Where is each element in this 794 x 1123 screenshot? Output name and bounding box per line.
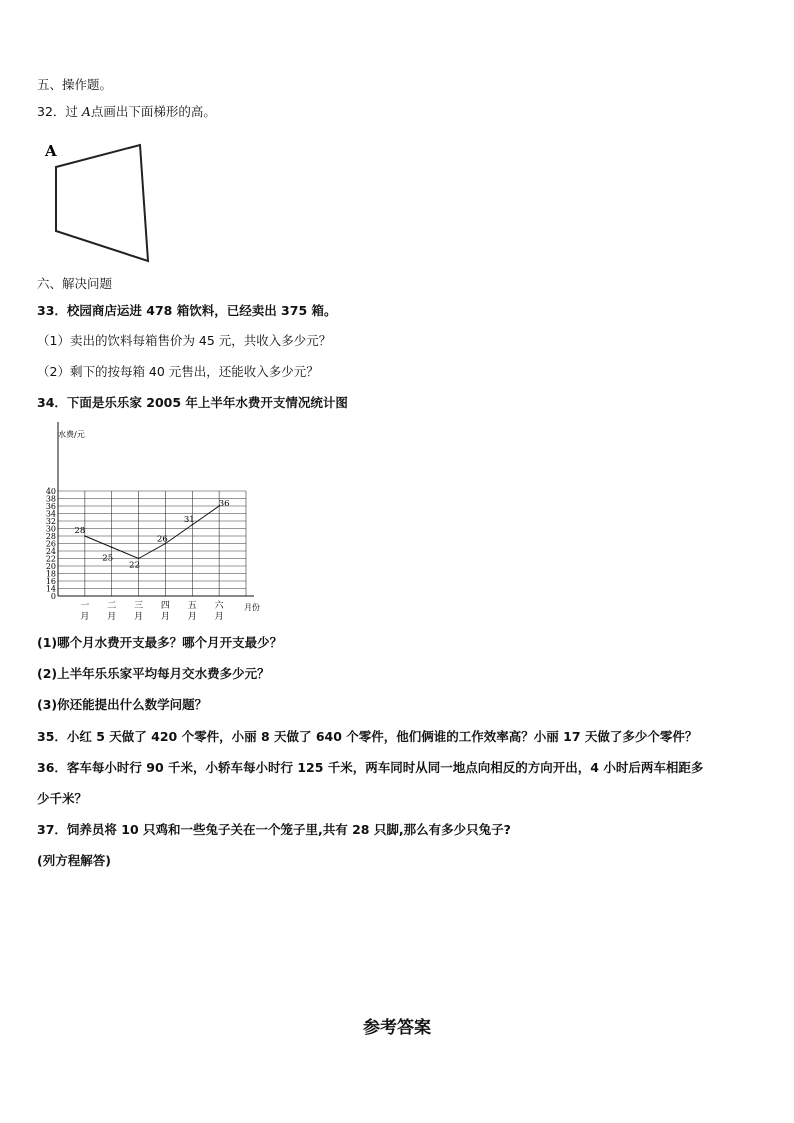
q37-note: (列方程解答) <box>37 853 111 868</box>
data-label: 25 <box>102 553 114 564</box>
data-point <box>138 558 140 560</box>
chart-ylabel: 水费/元 <box>58 430 85 439</box>
y-tick-label: 16 <box>45 576 56 586</box>
y-tick-label: 38 <box>45 494 56 504</box>
y-tick-label: 14 <box>45 584 56 594</box>
question-36-line2: 少千米？ <box>37 791 88 806</box>
x-tick-label: 二 <box>107 601 117 611</box>
x-tick-label: 三 <box>134 601 144 611</box>
section6-heading: 六、解决问题 <box>37 276 113 291</box>
q33-sub1: （1）卖出的饮料每箱售价为 45 元，共收入多少元？ <box>37 333 332 348</box>
x-tick-label-unit: 月 <box>187 612 197 622</box>
data-label: 26 <box>157 534 168 545</box>
y-tick-label: 22 <box>45 554 56 564</box>
y-tick-label: 26 <box>45 539 56 549</box>
x-tick-label-unit: 月 <box>214 612 224 622</box>
trapezoid-shape <box>56 145 148 261</box>
question-36-line1: 36．客车每小时行 90 千米，小轿车每小时行 125 千米，两车同时从同一地点向相反的方向开出，4 小时后两车相距多 <box>37 760 704 775</box>
answers-title: 参考答案 <box>363 1018 431 1038</box>
data-label: 36 <box>218 499 230 509</box>
trapezoid-figure <box>40 137 170 267</box>
q32-text: 点画出下面梯形的高。 <box>90 104 216 119</box>
data-point <box>111 546 113 548</box>
q34-sub1: (1)哪个月水费开支最多？哪个月开支最少？ <box>37 635 283 650</box>
y-tick-label: 24 <box>45 546 56 556</box>
question-37: 37．饲养员将 10 只鸡和一些兔子关在一个笼子里,共有 28 只脚,那么有多少只兔子? <box>37 822 511 837</box>
data-label: 22 <box>129 560 140 571</box>
q32-point-var: A <box>81 104 91 119</box>
x-tick-label-unit: 月 <box>134 612 144 622</box>
y-tick-label: 0 <box>50 591 56 601</box>
x-tick-label: 六 <box>214 601 224 611</box>
y-tick-label: 40 <box>45 486 56 496</box>
question-32 <box>37 103 216 121</box>
y-tick-label: 20 <box>45 561 56 571</box>
question-34: 34．下面是乐乐家 2005 年上半年水费开支情况统计图 <box>37 395 348 410</box>
x-tick-label: 五 <box>187 601 197 611</box>
question-35: 35．小红 5 天做了 420 个零件，小丽 8 天做了 640 个零件，他们俩谁的工作效率高？小丽 17 天做了多少个零件？ <box>37 729 698 744</box>
x-tick-label: 一 <box>80 601 90 611</box>
water-fee-line-chart <box>36 420 276 625</box>
q34-sub2: (2)上半年乐乐家平均每月交水费多少元？ <box>37 666 270 681</box>
section5-heading: 五、操作题。 <box>37 77 113 92</box>
trapezoid-point-label: A <box>45 142 57 160</box>
y-tick-label: 18 <box>45 569 56 579</box>
y-tick-label: 36 <box>45 501 56 511</box>
y-tick-label: 28 <box>45 531 56 541</box>
y-tick-label: 32 <box>45 516 56 526</box>
series-line <box>85 506 219 559</box>
x-tick-label-unit: 月 <box>160 612 170 622</box>
y-tick-label: 34 <box>45 509 56 519</box>
q34-sub3: (3)你还能提出什么数学问题？ <box>37 697 208 712</box>
data-label: 31 <box>183 514 195 525</box>
x-tick-label-unit: 月 <box>107 612 117 622</box>
question-33: 33．校园商店运进 478 箱饮料，已经卖出 375 箱。 <box>37 303 337 318</box>
y-tick-label: 30 <box>45 524 56 534</box>
data-label: 28 <box>74 526 86 536</box>
chart-xlabel: 月份 <box>244 603 260 612</box>
q33-sub2: （2）剩下的按每箱 40 元售出，还能收入多少元？ <box>37 364 319 379</box>
x-tick-label-unit: 月 <box>80 612 90 622</box>
x-tick-label: 四 <box>160 601 170 611</box>
q32-number: 32．过 <box>37 104 78 119</box>
